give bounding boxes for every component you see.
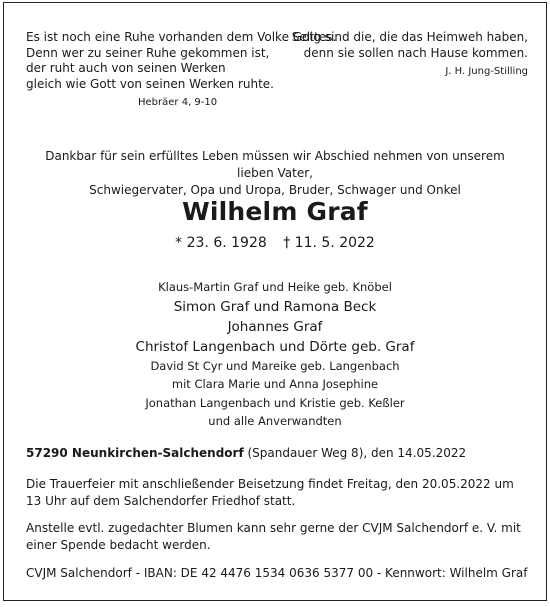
mourner: mit Clara Marie und Anna Josephine [171, 377, 379, 391]
intro-line: Schwiegervater, Opa und Uropa, Bruder, Schwager und Onkel [89, 183, 461, 197]
life-dates [4, 235, 546, 251]
verse-line: Denn wer zu seiner Ruhe gekommen ist, [26, 45, 270, 60]
quote-line: Selig sind die, die das Heimweh haben, [291, 30, 528, 44]
obituary-notice [3, 2, 547, 601]
mourner: Jonathan Langenbach und Kristie geb. Keßler [145, 395, 405, 410]
mourners-list [4, 278, 546, 431]
verse-reference: Hebräer 4, 9-10 [138, 97, 218, 108]
verse-line: gleich wie Gott von seinen Werken ruhte. [26, 76, 274, 91]
intro-text [4, 148, 546, 199]
mourner: Christof Langenbach und Dörte geb. Graf [135, 338, 415, 355]
death-date: † 11. 5. 2022 [283, 235, 375, 251]
verse-line: der ruht auch von seinen Werken [26, 61, 226, 75]
funeral-info: Die Trauerfeier mit anschließender Beisetzung findet Freitag, den 20.05.2022 um 13 Uhr auf dem Salchendorfer Friedhof statt. [26, 477, 514, 508]
birth-date: * 23. 6. 1928 [175, 235, 267, 251]
mourner: David St Cyr und Mareike geb. Langenbach [150, 358, 400, 373]
bank-details: CVJM Salchendorf - IBAN: DE 42 4476 1534 0636 5377 00 - Kennwort: Wilhelm Graf [26, 566, 528, 580]
deceased-name: Wilhelm Graf [182, 197, 368, 226]
mourner: Johannes Graf [227, 318, 323, 335]
bible-verse [26, 30, 336, 111]
address-place: 57290 Neunkirchen-Salchendorf [26, 446, 244, 460]
quote-line: denn sie sollen nach Hause kommen. [303, 45, 528, 60]
address-line [26, 445, 528, 462]
mourner: Klaus-Martin Graf und Heike geb. Knöbel [158, 280, 392, 294]
donation-info: Anstelle evtl. zugedachter Blumen kann sehr gerne der CVJM Salchendorf e. V. mit einer Spende bedacht werden. [26, 521, 521, 552]
verse-line: Es ist noch eine Ruhe vorhanden dem Volke Gottes. [26, 30, 337, 44]
mourner: und alle Anverwandten [208, 414, 342, 428]
quote-author: J. H. Jung-Stilling [445, 66, 528, 77]
quote [292, 30, 528, 80]
mourner: Simon Graf und Ramona Beck [173, 298, 377, 315]
intro-line: Dankbar für sein erfülltes Leben müssen wir Abschied nehmen von unserem lieben Vater, [45, 149, 505, 180]
address-rest: (Spandauer Weg 8), den 14.05.2022 [243, 446, 467, 460]
